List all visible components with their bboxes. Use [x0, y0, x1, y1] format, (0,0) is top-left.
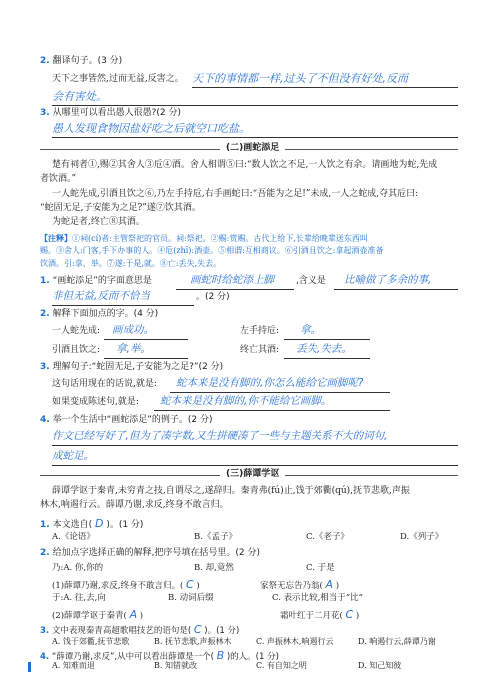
notes-line-1: [40, 234, 368, 243]
handwritten-answer: A: [325, 578, 334, 591]
handwritten-answer: C: [185, 578, 194, 591]
option: D. 响遏行云,薛谭乃谢: [358, 637, 436, 646]
option: 乃:A. 你,你的: [52, 563, 104, 573]
question-number: 2.: [40, 56, 50, 66]
handwritten-answer: C: [193, 623, 202, 636]
handwritten-answer: 愚人发现食物因盐好吃之后就空口吃盐。: [52, 122, 250, 135]
question-2: [40, 57, 122, 66]
answer-line: [170, 392, 390, 393]
question-t1: [40, 518, 143, 530]
sub-question-text: (1)薛谭乃谢,求反,终身不敢言归。(: [52, 581, 184, 591]
sub-question-text: 家祭无忘告乃翁(: [260, 581, 323, 591]
sub-question-text: ): [139, 611, 144, 621]
story-text: 林木,响遏行云。薛谭乃谢,求反,终身不敢言归。: [40, 500, 229, 510]
question-number: 3.: [40, 626, 50, 636]
question-t3: [40, 624, 239, 636]
story-text: 一人蛇先成,引酒且饮之⑥,乃左手持卮,右手画蛇曰:“吾能为之足!”未成,一人之蛇成,夺其卮曰:: [52, 189, 419, 199]
note-text: 饮酒。引:拿、举。⑦遂:于是,就。⑧亡:丢失,失去。: [40, 259, 222, 268]
story-text: 者饮酒。”: [40, 174, 77, 184]
source-sentence: 天下之事皆然,过而无益,反害之。: [52, 74, 184, 84]
question-1: [40, 277, 152, 286]
answer-line: [104, 358, 188, 359]
question-title: 理解句子:“蛇固无足,子安能为之足?”(2 分): [52, 362, 224, 372]
note-text: 赐。③舍人:门客,手下办事的人。④卮(zhī):酒壶。⑤相谓:互相商议。⑥引酒且饮之:拿起酒壶准备: [40, 246, 384, 255]
option: C. 表示比较,相当于“比”: [272, 593, 363, 603]
sub-question-text: ): [196, 581, 200, 591]
question-title: 举一个生活中“画蛇添足”的例子。(2 分): [52, 415, 213, 425]
handwritten-answer: 拿,举。: [116, 343, 151, 355]
notes-label: 【注释】: [40, 233, 72, 243]
handwritten-answer: 画蛇时给蛇添上脚: [190, 274, 274, 286]
handwritten-answer: 成蛇足。: [52, 450, 94, 462]
sub-question-text: (2)薛谭学讴于秦青(: [52, 611, 127, 621]
sub-question-text: ): [355, 611, 360, 621]
question-number: 3.: [40, 362, 50, 372]
answer-line: [192, 87, 458, 88]
handwritten-answer: 会有害处。: [52, 90, 107, 103]
handwritten-answer: D: [94, 517, 104, 530]
answer-line: [52, 445, 458, 446]
option: 于:A. 往,去,向: [52, 593, 106, 603]
answer-line: [52, 465, 458, 466]
answer-line: [154, 410, 390, 411]
word-label: 左手持卮:: [240, 326, 280, 336]
option: B.《孟子》: [194, 532, 237, 542]
option: C. 有自知之明: [256, 661, 307, 670]
sub-question-text: 霜叶红于二月花(: [280, 611, 343, 621]
question-text: ,含义是: [296, 276, 326, 286]
question-title: “画蛇添足”的字面意思是: [52, 276, 152, 286]
sub-question: [260, 579, 339, 591]
question-number: 3.: [40, 108, 50, 118]
question-title: 给加点字选择正确的解释,把序号填在括号里。(2 分): [52, 548, 261, 558]
option: C. 声振林木,响遏行云: [256, 637, 334, 646]
option: A. 饯于郊衢,抚节悲歌: [52, 637, 130, 646]
option: D.《列子》: [400, 532, 444, 542]
answer-line: [334, 289, 458, 290]
question-title: )。(1 分): [106, 520, 144, 530]
option: C.《老子》: [306, 532, 349, 542]
section-title: (三)薛谭学讴: [220, 470, 285, 479]
handwritten-answer: 画成功。: [112, 324, 154, 336]
answer-line: [284, 339, 370, 340]
question-title: “薛谭乃谢,求反”,从中可以看出薛谭是一个(: [51, 652, 214, 662]
answer-line: [52, 137, 458, 138]
question-2b: [40, 310, 158, 319]
handwritten-answer: 非但无益,反而不恰当: [52, 290, 150, 302]
story-text: 薛谭学讴于秦青,未穷青之技,自谓尽之,遂辞归。秦青弗(fú)止,饯于郊衢(qú),抚节悲歌,声振: [52, 486, 410, 496]
word-label: 引酒且饮之:: [52, 345, 101, 355]
handwritten-answer: 蛇本来是没有脚的,你不能给它画脚。: [160, 395, 332, 407]
option: C. 于是: [306, 563, 335, 573]
question-title: 从哪里可以看出愚人很愚?(2 分): [52, 108, 181, 118]
sub-question: [280, 609, 359, 621]
handwritten-answer: 天下的事情都一样,过头了不但没有好处,反而: [192, 72, 408, 85]
answer-line: [284, 358, 370, 359]
question-number: 4.: [40, 415, 50, 425]
question-4: [40, 416, 213, 425]
handwritten-answer: 作文已经写好了,但为了凑字数,又生拼硬凑了一些与主题关系不大的词句,: [52, 430, 388, 442]
handwritten-answer: 拿。: [300, 324, 321, 336]
option: B. 却,竟然: [194, 563, 234, 573]
question-title: 本文选自(: [52, 520, 93, 530]
question-text: 。(2 分): [196, 292, 230, 302]
handwritten-answer: 比喻做了多余的事,: [344, 274, 432, 286]
question-number: 1.: [40, 520, 50, 530]
story-text: 楚有祠者①,赐②其舍人③卮④酒。舍人相谓⑤曰:“数人饮之不足,一人饮之有余。请画地为蛇,先成: [52, 160, 438, 170]
word-label: 一人蛇先成:: [52, 326, 101, 336]
question-title: 解释下面加点的字。(4 分): [52, 309, 159, 319]
question-title: )。(1 分): [204, 626, 240, 636]
option: A. 知难而退: [52, 661, 95, 670]
story-text: “蛇固无足,子安能为之足?”遂⑦饮其酒。: [40, 203, 201, 213]
answer-line: [52, 105, 458, 106]
answer-line: [104, 339, 188, 340]
question-title: 文中表现秦青高超歌唱技艺的语句是(: [51, 626, 192, 636]
sub-question-text: ): [335, 581, 340, 591]
story-text: 为蛇足者,终亡⑧其酒。: [52, 217, 145, 227]
question-text: 如果变成陈述句,就是:: [52, 397, 139, 407]
answer-line: [176, 289, 294, 290]
question-t4: [40, 650, 279, 662]
question-text: 这句话用现在的话说,就是:: [52, 379, 157, 389]
sub-question: [52, 609, 143, 621]
handwritten-answer: 蛇本来是没有脚的,你怎么能给它画脚呢?: [176, 377, 364, 389]
option: A.《论语》: [52, 532, 95, 542]
question-number: 4.: [40, 652, 50, 662]
question-3b: [40, 363, 223, 372]
option: B. 动词后缀: [168, 593, 214, 603]
question-number: 2.: [40, 309, 50, 319]
sub-question: [52, 579, 200, 591]
note-text: ①祠(cí)者:主管祭祀的官员。祠:祭祀。②赐:赏赐。古代上给下,长辈给晚辈送东西叫: [72, 234, 368, 243]
option: B. 知错就改: [154, 661, 197, 670]
footer-bar: [28, 662, 31, 672]
handwritten-answer: 丢失,失去。: [296, 343, 352, 355]
question-title: )的人。(1 分): [226, 652, 279, 662]
handwritten-answer: A: [129, 608, 138, 621]
option: B. 抚节悲歌,声振林木: [154, 637, 232, 646]
section-title: (二)画蛇添足: [220, 144, 285, 153]
question-number: 2.: [40, 548, 50, 558]
question-title: 翻译句子。(3 分): [52, 56, 123, 66]
handwritten-answer: B: [216, 649, 225, 662]
question-3: [40, 109, 181, 118]
handwritten-answer: C: [345, 608, 354, 621]
option: D. 知己知彼: [358, 661, 402, 670]
question-t2: [40, 549, 260, 558]
word-label: 终亡其酒:: [240, 345, 280, 355]
question-number: 1.: [40, 276, 50, 286]
answer-line: [52, 305, 194, 306]
